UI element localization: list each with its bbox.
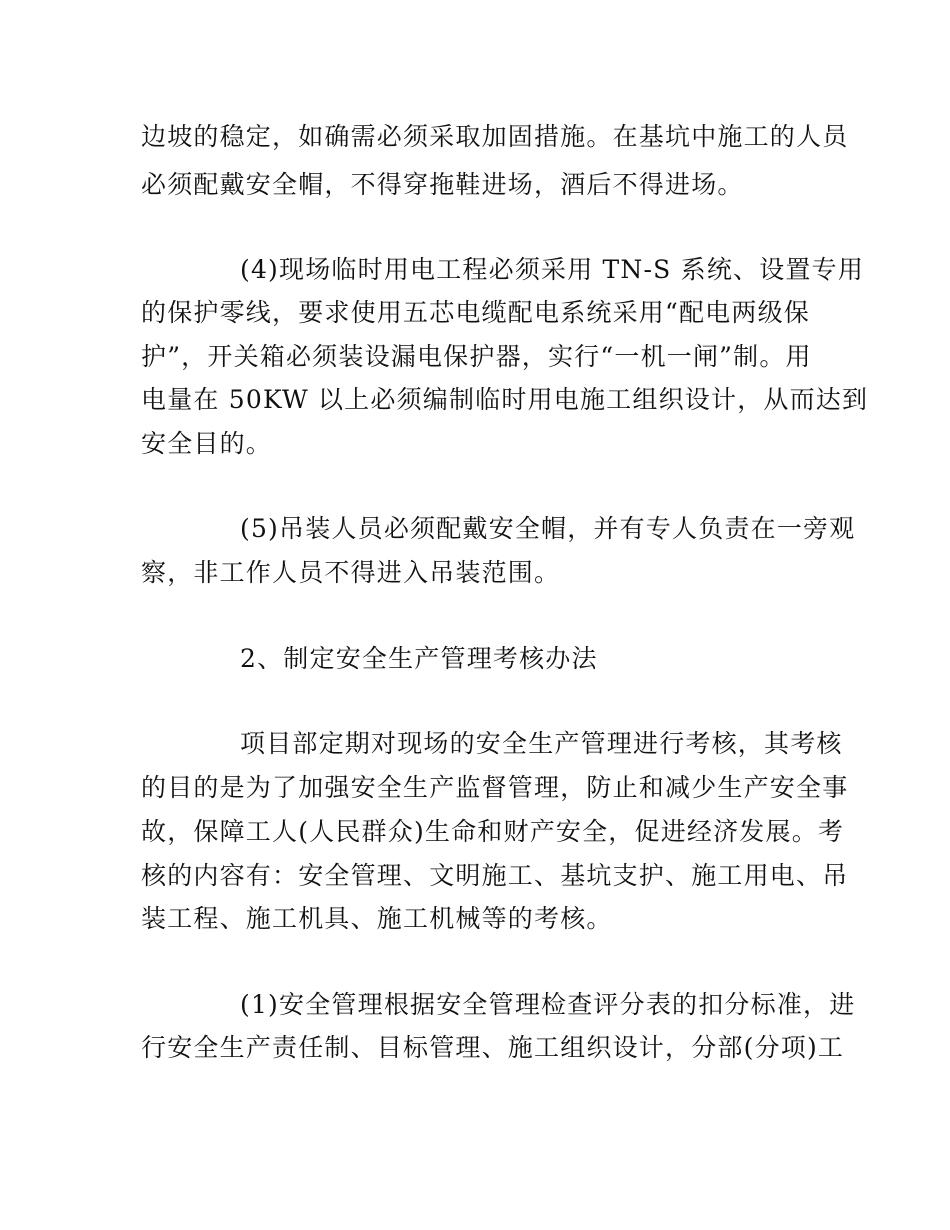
text-line: 的目的是为了加强安全生产监督管理，防止和减少生产安全事 bbox=[141, 773, 849, 802]
text-line: 安全目的。 bbox=[141, 429, 273, 458]
text-line: 故，保障工人(人民群众)生命和财产安全，促进经济发展。考 bbox=[141, 817, 845, 846]
text-line: 边坡的稳定，如确需必须采取加固措施。在基坑中施工的人员 bbox=[141, 122, 849, 151]
text-line: 项目部定期对现场的安全生产管理进行考核，其考核 bbox=[240, 729, 843, 758]
text-line: 电量在 50KW 以上必须编制临时用电施工组织设计，从而达到 bbox=[141, 385, 869, 414]
text-line: 护”，开关箱必须装设漏电保护器，实行“一机一闸”制。用 bbox=[141, 342, 812, 371]
text-line: 察，非工作人员不得进入吊装范围。 bbox=[141, 558, 561, 587]
text-line: (5)吊装人员必须配戴安全帽，并有专人负责在一旁观 bbox=[240, 514, 856, 543]
text-line: 必须配戴安全帽，不得穿拖鞋进场，酒后不得进场。 bbox=[141, 170, 744, 199]
text-line: 行安全生产责任制、目标管理、施工组织设计，分部(分项)工 bbox=[141, 1033, 845, 1062]
text-line: 的保护零线，要求使用五芯电缆配电系统采用“配电两级保 bbox=[141, 298, 810, 327]
text-line: 核的内容有：安全管理、文明施工、基坑支护、施工用电、吊 bbox=[141, 861, 849, 890]
text-line: (1)安全管理根据安全管理检查评分表的扣分标准，进 bbox=[240, 990, 856, 1019]
section-heading: 2、制定安全生产管理考核办法 bbox=[240, 644, 598, 673]
text-line: (4)现场临时用电工程必须采用 TN-S 系统、设置专用 bbox=[240, 255, 865, 284]
text-line: 装工程、施工机具、施工机械等的考核。 bbox=[141, 904, 613, 933]
